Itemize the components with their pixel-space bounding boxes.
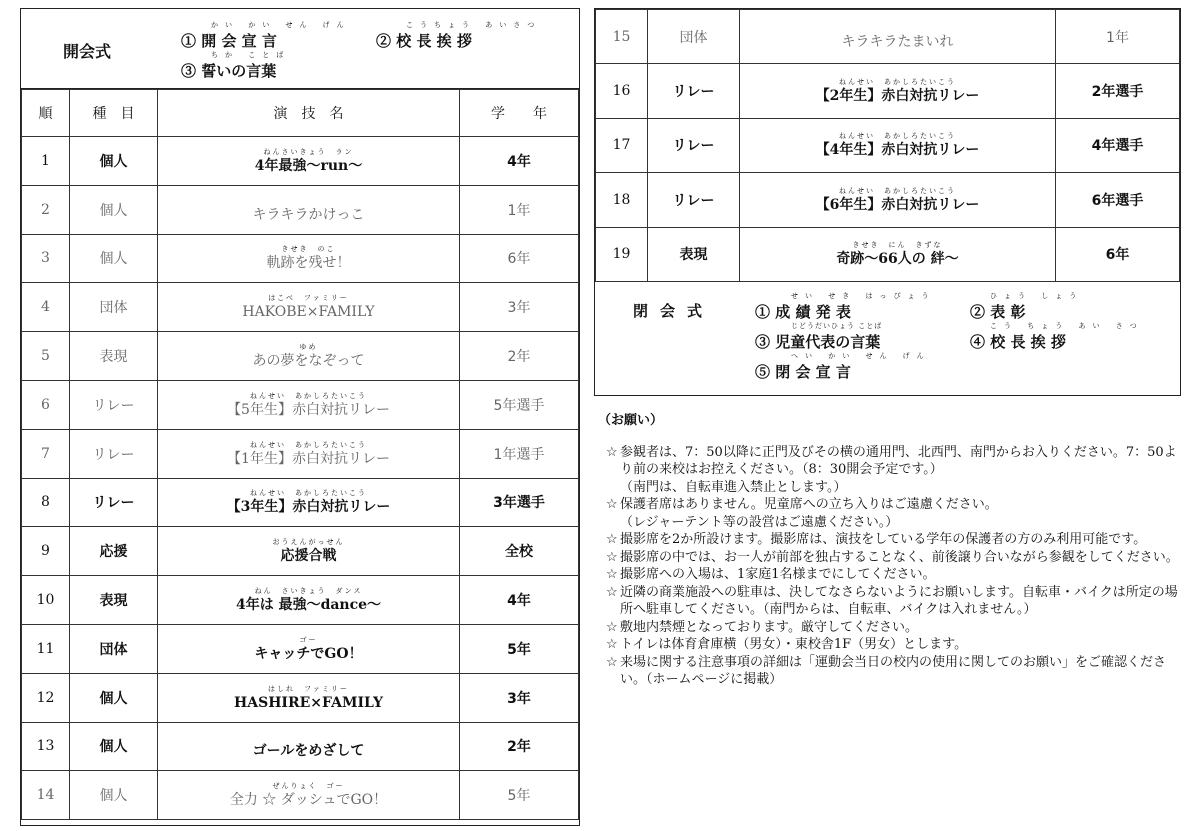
- row-performance-name: [158, 137, 460, 186]
- row-event-type: 個人: [70, 234, 158, 283]
- opening-ceremony-section: [20, 8, 580, 88]
- note-item: [598, 636, 1183, 654]
- row-grade: 4年: [460, 137, 579, 186]
- closing-item-1: [755, 292, 935, 322]
- opening-title: 開会式: [63, 42, 112, 61]
- star-icon: ☆: [606, 619, 618, 635]
- row-number: 15: [596, 10, 648, 64]
- row-performance-name: [740, 64, 1056, 118]
- row-grade: 5年: [460, 771, 579, 820]
- row-grade: 5年: [460, 624, 579, 673]
- closing-item-4-ruby: こう ちょう あい さつ: [990, 322, 1144, 330]
- note-subtext: （レジャーテント等の設営はご遠慮ください。）: [620, 514, 899, 530]
- opening-item-2-ruby: こうちょう あいさつ: [406, 21, 542, 29]
- note-item: [598, 584, 1183, 619]
- row-grade: 3年選手: [460, 478, 579, 527]
- row-grade: 1年: [1056, 10, 1180, 64]
- star-icon: ☆: [606, 444, 618, 460]
- row-number: 14: [22, 771, 70, 820]
- row-performance-name: [158, 283, 460, 332]
- note-text: 近隣の商業施設への駐車は、決してなさらないようにお願いします。自転車・バイクは所定の場所へ駐車してください。（南門からは、自転車、バイクは入れません。）: [620, 584, 1178, 617]
- row-event-type: 表現: [70, 332, 158, 381]
- closing-item-2: [970, 292, 1083, 322]
- row-grade: 1年選手: [460, 429, 579, 478]
- row-performance-ruby: ねんせい あかしろたいこう: [249, 391, 367, 400]
- opening-item-3: [181, 51, 290, 81]
- row-performance-label: 【1年生】赤白対抗リレー: [227, 450, 390, 467]
- row-number: 5: [22, 332, 70, 381]
- row-performance-name: [158, 722, 460, 771]
- closing-ceremony-section: [594, 282, 1181, 396]
- table-row: [22, 624, 579, 673]
- row-performance-name: [158, 332, 460, 381]
- row-number: 2: [22, 185, 70, 234]
- row-performance-label: あの夢をなぞって: [252, 353, 365, 370]
- closing-item-1-label: ① 成 績 発 表: [755, 303, 851, 321]
- note-text: 参観者は、7：50以降に正門及びその横の通用門、北西門、南門からお入りください。7：50より前の来校はお控えください。（8：30開会予定です。）: [620, 444, 1177, 477]
- note-item: [598, 549, 1183, 567]
- row-performance-name: [740, 10, 1056, 64]
- row-grade: 5年選手: [460, 380, 579, 429]
- closing-item-5-label: ⑤ 閉 会 宣 言: [755, 363, 851, 381]
- row-performance-name: [158, 478, 460, 527]
- row-event-type: 応援: [70, 527, 158, 576]
- row-performance-label: キラキラたまいれ: [841, 33, 954, 50]
- star-icon: ☆: [606, 532, 618, 547]
- row-grade: 1年: [460, 185, 579, 234]
- star-icon: ☆: [606, 567, 618, 582]
- row-event-type: リレー: [648, 173, 740, 227]
- row-event-type: リレー: [648, 118, 740, 172]
- table-row: [22, 673, 579, 722]
- note-item: [598, 566, 1183, 584]
- row-performance-ruby: はしれ ファミリー: [268, 684, 349, 693]
- opening-item-2: [376, 21, 541, 51]
- row-number: 11: [22, 624, 70, 673]
- row-performance-ruby: おうえんがっせん: [272, 538, 345, 547]
- row-number: 13: [22, 722, 70, 771]
- row-performance-ruby: ねんせい あかしろたいこう: [250, 489, 367, 498]
- table-row: [22, 283, 579, 332]
- row-event-type: 個人: [70, 771, 158, 820]
- row-number: 10: [22, 576, 70, 625]
- row-performance-ruby: ぜんりょく ゴー: [272, 782, 345, 791]
- row-grade: 2年: [460, 332, 579, 381]
- row-event-type: 団体: [648, 10, 740, 64]
- row-number: 17: [596, 118, 648, 172]
- row-performance-ruby: [253, 197, 365, 206]
- row-number: 12: [22, 673, 70, 722]
- closing-item-2-label: ② 表 彰: [970, 303, 1026, 321]
- table-row: [22, 185, 579, 234]
- row-number: 8: [22, 478, 70, 527]
- row-performance-ruby: ねんさいきょう ラン: [263, 147, 354, 156]
- row-performance-name: [158, 234, 460, 283]
- row-performance-label: ゴールをめざして: [252, 743, 365, 760]
- row-performance-ruby: ねんせい あかしろたいこう: [249, 440, 367, 449]
- row-performance-name: [158, 576, 460, 625]
- row-event-type: リレー: [70, 380, 158, 429]
- note-item: [598, 654, 1183, 689]
- row-event-type: 個人: [70, 137, 158, 186]
- table-row: [22, 722, 579, 771]
- row-number: 18: [596, 173, 648, 227]
- opening-item-3-label: ③ 誓いの言葉: [181, 62, 277, 80]
- row-performance-label: キラキラかけっこ: [252, 206, 365, 223]
- table-row: [22, 429, 579, 478]
- row-grade: 3年: [460, 283, 579, 332]
- closing-item-5: [755, 352, 931, 382]
- row-grade: 2年選手: [1056, 64, 1180, 118]
- row-performance-ruby: ねんせい あかしろたいこう: [839, 132, 956, 141]
- table-row: [596, 10, 1180, 64]
- row-performance-name: [158, 673, 460, 722]
- opening-item-1-label: ① 開 会 宣 言: [181, 32, 277, 50]
- row-performance-ruby: きせき のこ: [281, 245, 336, 254]
- table-row: [22, 527, 579, 576]
- notes-section: [598, 412, 1183, 689]
- row-grade: 4年: [460, 576, 579, 625]
- header-event-type: 種 目: [70, 90, 158, 137]
- row-number: 19: [596, 227, 648, 281]
- row-grade: 全校: [460, 527, 579, 576]
- row-performance-name: [158, 624, 460, 673]
- note-text: 撮影席を2か所設けます。撮影席は、演技をしている学年の保護者の方のみ利用可能です。: [620, 532, 1147, 547]
- row-grade: 6年: [460, 234, 579, 283]
- note-text: 撮影席への入場は、1家庭1名様までにしてください。: [620, 567, 936, 582]
- row-performance-ruby: ゆめ: [299, 343, 318, 352]
- notes-list: [598, 444, 1183, 689]
- row-number: 1: [22, 137, 70, 186]
- row-performance-name: [158, 771, 460, 820]
- row-event-type: 団体: [70, 624, 158, 673]
- row-event-type: リレー: [70, 429, 158, 478]
- opening-item-3-ruby: ちか ことば: [211, 51, 291, 59]
- row-grade: 6年選手: [1056, 173, 1180, 227]
- note-item: [598, 619, 1183, 637]
- row-number: 7: [22, 429, 70, 478]
- note-text: 保護者席はありません。児童席への立ち入りはご遠慮ください。: [620, 497, 998, 512]
- table-row: [22, 576, 579, 625]
- row-performance-label: 【6年生】赤白対抗リレー: [815, 196, 980, 213]
- row-grade: 2年: [460, 722, 579, 771]
- row-event-type: リレー: [648, 64, 740, 118]
- row-grade: 3年: [460, 673, 579, 722]
- note-text: 敷地内禁煙となっております。厳守してください。: [620, 619, 918, 635]
- closing-item-3-label: ③ 児童代表の言葉: [755, 333, 881, 351]
- row-performance-name: [740, 173, 1056, 227]
- table-row: [596, 118, 1180, 172]
- row-number: 4: [22, 283, 70, 332]
- row-performance-label: 全力 ☆ ダッシュでGO！: [229, 792, 388, 809]
- header-performance-name: 演 技 名: [158, 90, 460, 137]
- table-row: [22, 137, 579, 186]
- closing-item-2-ruby: ひょう しょう: [990, 292, 1084, 300]
- row-performance-ruby: ねんせい あかしろたいこう: [839, 78, 956, 87]
- row-event-type: 個人: [70, 673, 158, 722]
- closing-item-5-ruby: へい かい せん げん: [791, 352, 931, 360]
- row-performance-name: [740, 118, 1056, 172]
- table-row: [596, 227, 1180, 281]
- row-number: 9: [22, 527, 70, 576]
- star-icon: ☆: [606, 584, 618, 600]
- note-item: [598, 531, 1183, 549]
- row-number: 6: [22, 380, 70, 429]
- table-row: [22, 771, 579, 820]
- opening-item-1-ruby: かい かい せん げん: [211, 21, 351, 29]
- row-performance-ruby: ゴー: [299, 635, 318, 644]
- row-performance-label: 【3年生】赤白対抗リレー: [226, 499, 391, 516]
- program-table-left: [20, 88, 580, 826]
- opening-item-2-label: ② 校 長 挨 拶: [376, 32, 472, 50]
- row-event-type: 団体: [70, 283, 158, 332]
- row-performance-ruby: [842, 24, 954, 33]
- star-icon: ☆: [606, 549, 618, 565]
- row-performance-name: [158, 527, 460, 576]
- row-event-type: 個人: [70, 722, 158, 771]
- row-performance-name: [740, 227, 1056, 281]
- star-icon: ☆: [606, 497, 618, 512]
- row-performance-label: HAKOBE×FAMILY: [242, 304, 375, 321]
- star-icon: ☆: [606, 654, 618, 670]
- note-subtext: （南門は、自転車進入禁止とします。）: [620, 479, 847, 495]
- note-item: [598, 496, 1183, 514]
- closing-item-4-label: ④ 校 長 挨 拶: [970, 333, 1066, 351]
- closing-title: 閉会式: [633, 302, 715, 320]
- row-performance-ruby: ねんせい あかしろたいこう: [839, 186, 956, 195]
- notes-title: （お願い）: [598, 413, 664, 428]
- row-number: 3: [22, 234, 70, 283]
- row-event-type: リレー: [70, 478, 158, 527]
- row-performance-label: 応援合戦: [280, 548, 337, 565]
- closing-item-1-ruby: せい せき はっぴょう: [791, 292, 936, 300]
- note-text: 撮影席の中では、お一人が前部を独占することなく、前後譲り合いながら参観をしてください。: [620, 549, 1179, 565]
- row-performance-label: 【4年生】赤白対抗リレー: [815, 142, 980, 159]
- header-order: 順: [22, 90, 70, 137]
- row-grade: 4年選手: [1056, 118, 1180, 172]
- table-row: [22, 234, 579, 283]
- table-row: [596, 173, 1180, 227]
- row-performance-ruby: きせき にん きずな: [852, 241, 943, 250]
- row-event-type: 表現: [70, 576, 158, 625]
- row-performance-name: [158, 380, 460, 429]
- row-performance-ruby: [253, 733, 365, 742]
- closing-item-3-ruby: じどうだいひょう ことば: [791, 322, 883, 330]
- note-text: トイレは体育倉庫横（男女）・東校舎1F（男女）とします。: [620, 637, 968, 652]
- table-header-row: [22, 90, 579, 137]
- row-performance-label: 軌跡を残せ！: [266, 255, 351, 272]
- row-performance-name: [158, 429, 460, 478]
- row-performance-label: 4年最強～run～: [254, 157, 363, 174]
- row-performance-label: 【5年生】赤白対抗リレー: [227, 401, 390, 418]
- row-event-type: 表現: [648, 227, 740, 281]
- header-grade: 学 年: [460, 90, 579, 137]
- row-performance-name: [158, 185, 460, 234]
- note-item: [598, 444, 1183, 479]
- row-event-type: 個人: [70, 185, 158, 234]
- row-performance-ruby: はこべ ファミリー: [268, 294, 349, 303]
- row-performance-label: キャッチでGO！: [254, 645, 363, 662]
- row-grade: 6年: [1056, 227, 1180, 281]
- table-row: [22, 380, 579, 429]
- table-row: [22, 478, 579, 527]
- table-row: [596, 64, 1180, 118]
- closing-item-4: [970, 322, 1144, 352]
- star-icon: ☆: [606, 637, 618, 652]
- row-performance-ruby: ねん さいきょう ダンス: [254, 587, 363, 596]
- row-performance-label: 【2年生】赤白対抗リレー: [815, 88, 980, 105]
- program-table-right: [594, 8, 1181, 282]
- opening-item-1: [181, 21, 351, 51]
- note-text: 来場に関する注意事項の詳細は「運動会当日の校内の使用に関してのお願い」をご確認ください。（ホームページに掲載）: [620, 654, 1167, 687]
- closing-item-3: [755, 322, 882, 352]
- row-performance-label: 4年は 最強～dance～: [235, 597, 382, 614]
- row-number: 16: [596, 64, 648, 118]
- row-performance-label: 奇跡～66人の 絆～: [836, 251, 959, 268]
- table-row: [22, 332, 579, 381]
- row-performance-label: HASHIRE×FAMILY: [234, 694, 383, 711]
